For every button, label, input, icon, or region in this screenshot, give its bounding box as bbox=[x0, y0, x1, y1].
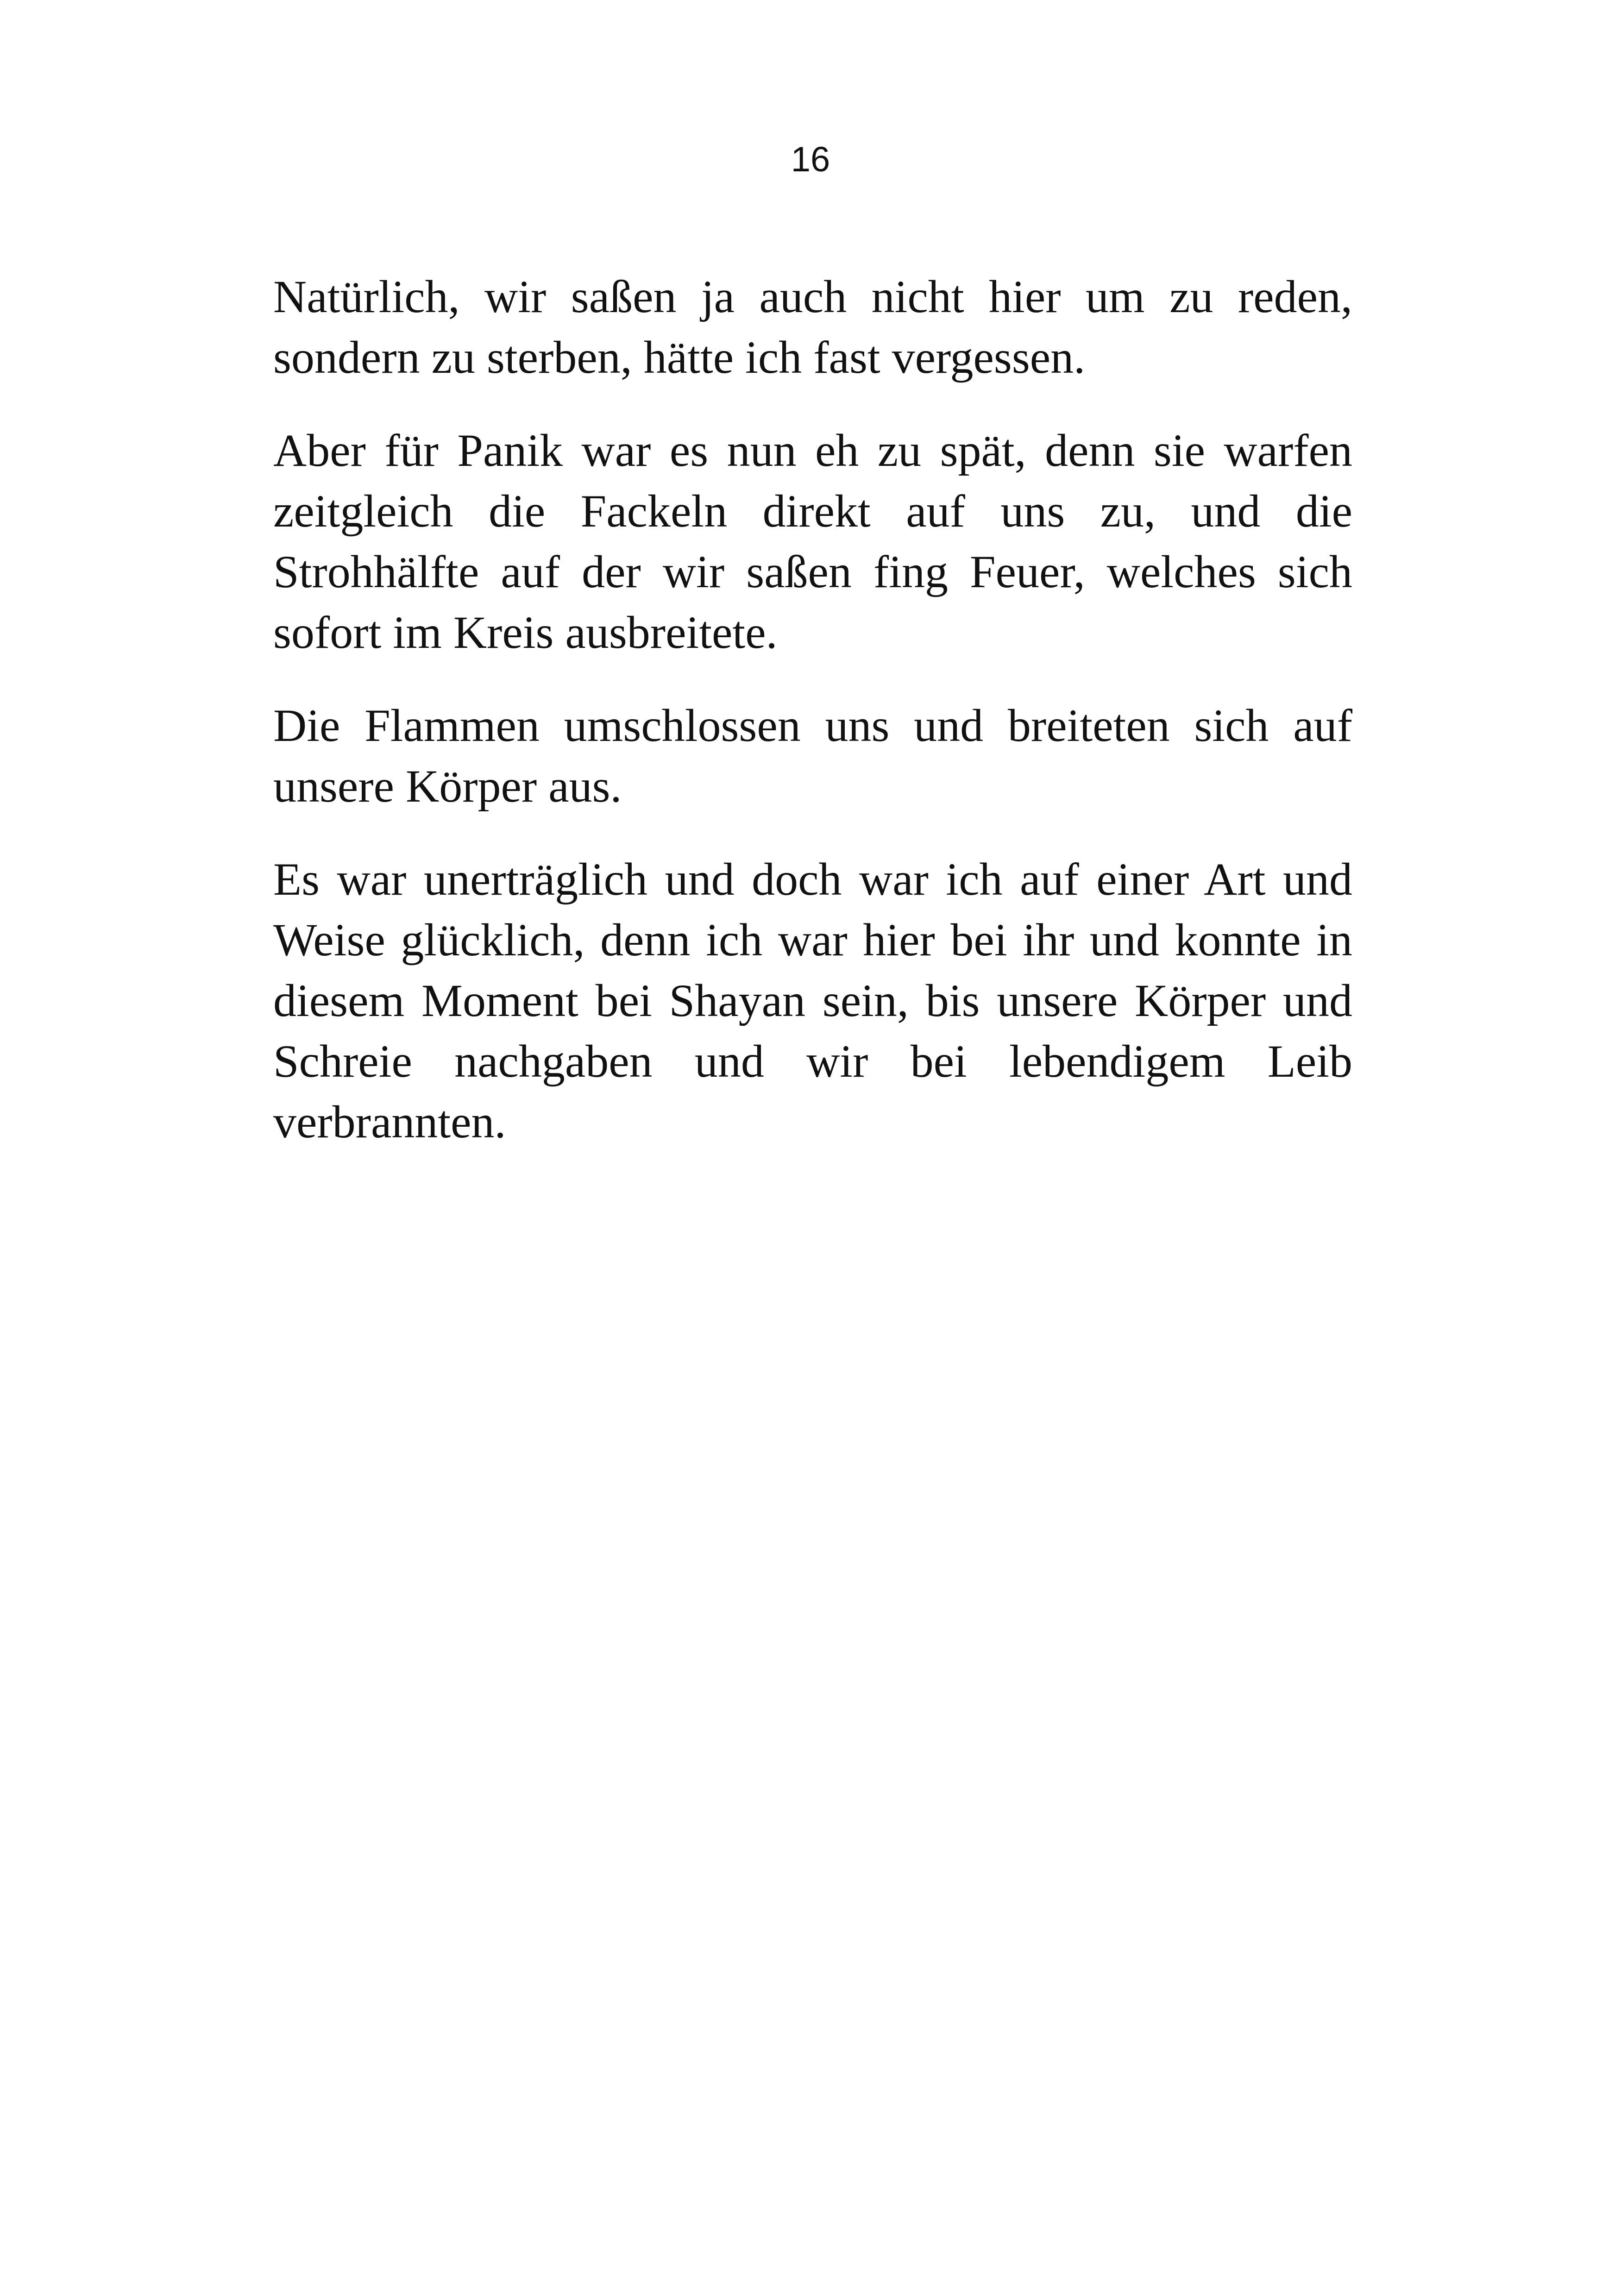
paragraph-4: Es war unerträglich und doch war ich auf einer Art und Weise glücklich, denn ich war hier bei ihr und konnte in diesem Moment bei Shayan sein, bis unsere Körper und Schreie nachgaben und wir bei lebendigem Leib verbrannten. bbox=[273, 853, 1352, 1148]
paragraph-2: Aber für Panik war es nun eh zu spät, denn sie warfen zeitgleich die Fackeln direkt auf uns zu, und die Strohhälfte auf der wir saßen fing Feuer, welches sich sofort im Kreis ausbreitete. bbox=[273, 425, 1352, 658]
paragraph-3: Die Flammen umschlossen uns und breiteten sich auf unsere Körper aus. bbox=[273, 700, 1352, 812]
page-number: 16 bbox=[791, 140, 830, 179]
paragraph-1: Natürlich, wir saßen ja auch nicht hier um zu reden, sondern zu sterben, hätte ich fast vergessen. bbox=[273, 271, 1352, 383]
body-text bbox=[273, 266, 1352, 1185]
